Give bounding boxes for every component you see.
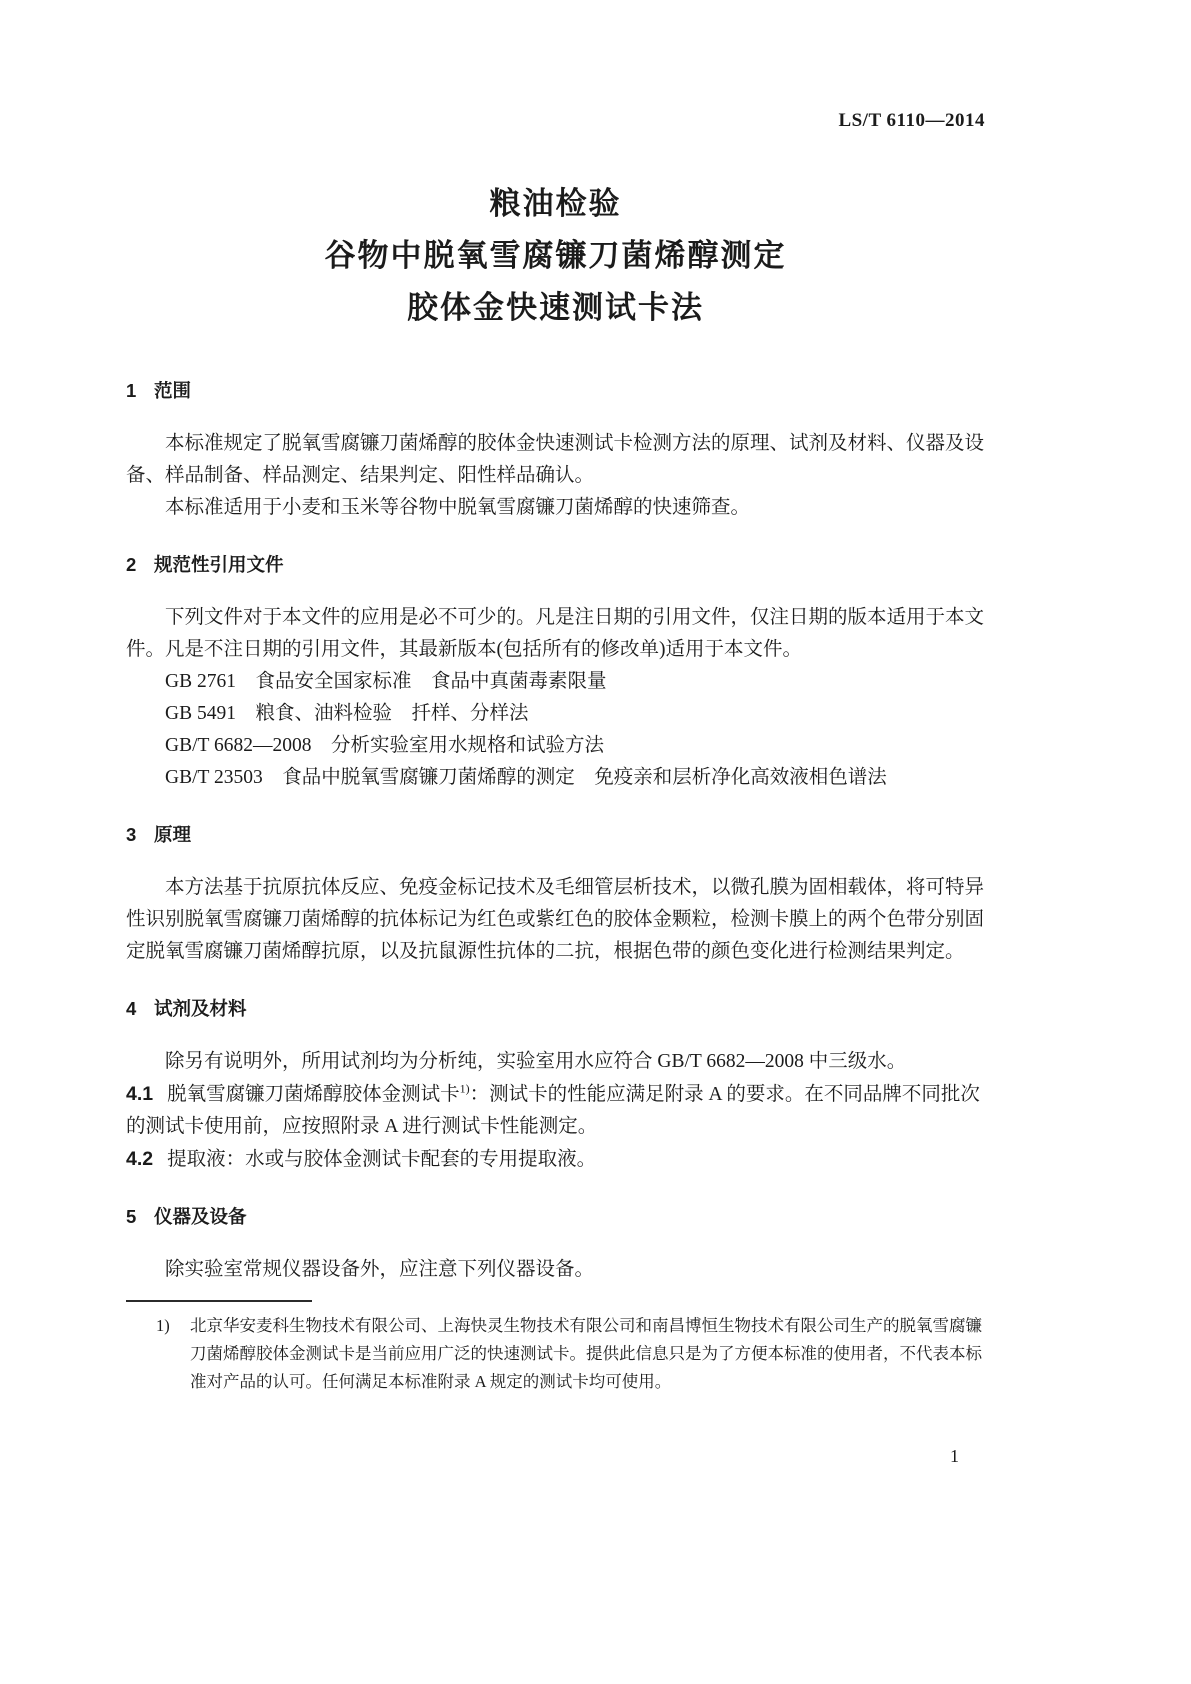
section-4-title: 试剂及材料 xyxy=(154,998,247,1019)
clause-4-1-text-continued: ：测试卡的性能应满足附录 A 的要求。在不同品牌不同批次的测试卡使用前，应按照附录 A 进行测试卡性能测定。 xyxy=(126,1084,980,1137)
section-3-number: 3 xyxy=(126,824,137,845)
title-line-3: 胶体金快速测试卡法 xyxy=(407,290,704,325)
section-4-reagents-materials xyxy=(126,996,985,1176)
title-line-2: 谷物中脱氧雪腐镰刀菌烯醇测定 xyxy=(324,238,787,273)
section-5-title: 仪器及设备 xyxy=(154,1206,247,1227)
standard-number: LS/T 6110—2014 xyxy=(838,110,985,131)
footnote-separator-rule xyxy=(126,1300,312,1302)
paragraph: 本方法基于抗原抗体反应、免疫金标记技术及毛细管层析技术，以微孔膜为固相载体，将可特异性识别脱氧雪腐镰刀菌烯醇的抗体标记为红色或紫红色的胶体金颗粒，检测卡膜上的两个色带分别固定脱氧雪腐镰刀菌烯醇抗原，以及抗鼠源性抗体的二抗，根据色带的颜色变化进行检测结果判定。 xyxy=(126,877,985,962)
clause-4-1 xyxy=(126,1078,985,1143)
paragraph: 除实验室常规仪器设备外，应注意下列仪器设备。 xyxy=(165,1259,595,1280)
title-line-1: 粮油检验 xyxy=(489,186,622,221)
section-5-heading xyxy=(126,1204,985,1230)
section-1-scope xyxy=(126,378,985,524)
paragraph: 下列文件对于本文件的应用是必不可少的。凡是注日期的引用文件，仅注日期的版本适用于本文件。凡是不注日期的引用文件，其最新版本(包括所有的修改单)适用于本文件。 xyxy=(126,607,985,660)
section-5-instruments-equipment xyxy=(126,1204,985,1286)
reference-item: GB 2761 食品安全国家标准 食品中真菌毒素限量 xyxy=(165,671,607,692)
paragraph: 本标准规定了脱氧雪腐镰刀菌烯醇的胶体金快速测试卡检测方法的原理、试剂及材料、仪器及设备、样品制备、样品测定、结果判定、阳性样品确认。 xyxy=(126,433,985,486)
section-5-number: 5 xyxy=(126,1206,137,1227)
footnote xyxy=(156,1312,985,1396)
page-number: 1 xyxy=(950,1446,959,1466)
section-2-heading xyxy=(126,552,985,578)
reference-item: GB 5491 粮食、油料检验 扦样、分样法 xyxy=(165,703,529,724)
section-3-title: 原理 xyxy=(154,824,192,845)
clause-4-1-text: 脱氧雪腐镰刀菌烯醇胶体金测试卡 xyxy=(167,1084,460,1105)
clause-4-2-number: 4.2 xyxy=(126,1148,154,1170)
footnote-text: 北京华安麦科生物技术有限公司、上海快灵生物技术有限公司和南昌博恒生物技术有限公司生产的脱氧雪腐镰刀菌烯醇胶体金测试卡是当前应用广泛的快速测试卡。提供此信息只是为了方便本标准的使用者，不代表本标准对产品的认可。任何满足本标准附录 A 规定的测试卡均可使用。 xyxy=(190,1316,982,1391)
section-4-heading xyxy=(126,996,985,1022)
section-1-heading xyxy=(126,378,985,404)
document-title xyxy=(126,178,985,334)
section-4-number: 4 xyxy=(126,998,137,1019)
section-2-normative-references xyxy=(126,552,985,794)
footnote-number: 1) xyxy=(156,1316,170,1335)
paragraph: 本标准适用于小麦和玉米等谷物中脱氧雪腐镰刀菌烯醇的快速筛查。 xyxy=(165,497,751,518)
clause-4-2-text: 提取液：水或与胶体金测试卡配套的专用提取液。 xyxy=(167,1149,597,1170)
clause-4-2 xyxy=(126,1143,985,1176)
section-2-title: 规范性引用文件 xyxy=(154,554,284,575)
reference-item: GB/T 23503 食品中脱氧雪腐镰刀菌烯醇的测定 免疫亲和层析净化高效液相色谱法 xyxy=(165,767,887,788)
footnote-reference-mark: 1) xyxy=(459,1081,470,1096)
section-3-principle xyxy=(126,822,985,968)
clause-4-1-number: 4.1 xyxy=(126,1083,154,1105)
section-1-number: 1 xyxy=(126,380,137,401)
section-1-title: 范围 xyxy=(154,380,192,401)
paragraph: 除另有说明外，所用试剂均为分析纯，实验室用水应符合 GB/T 6682—2008 中三级水。 xyxy=(165,1051,907,1072)
reference-item: GB/T 6682—2008 分析实验室用水规格和试验方法 xyxy=(165,735,604,756)
section-2-number: 2 xyxy=(126,554,137,575)
section-3-heading xyxy=(126,822,985,848)
